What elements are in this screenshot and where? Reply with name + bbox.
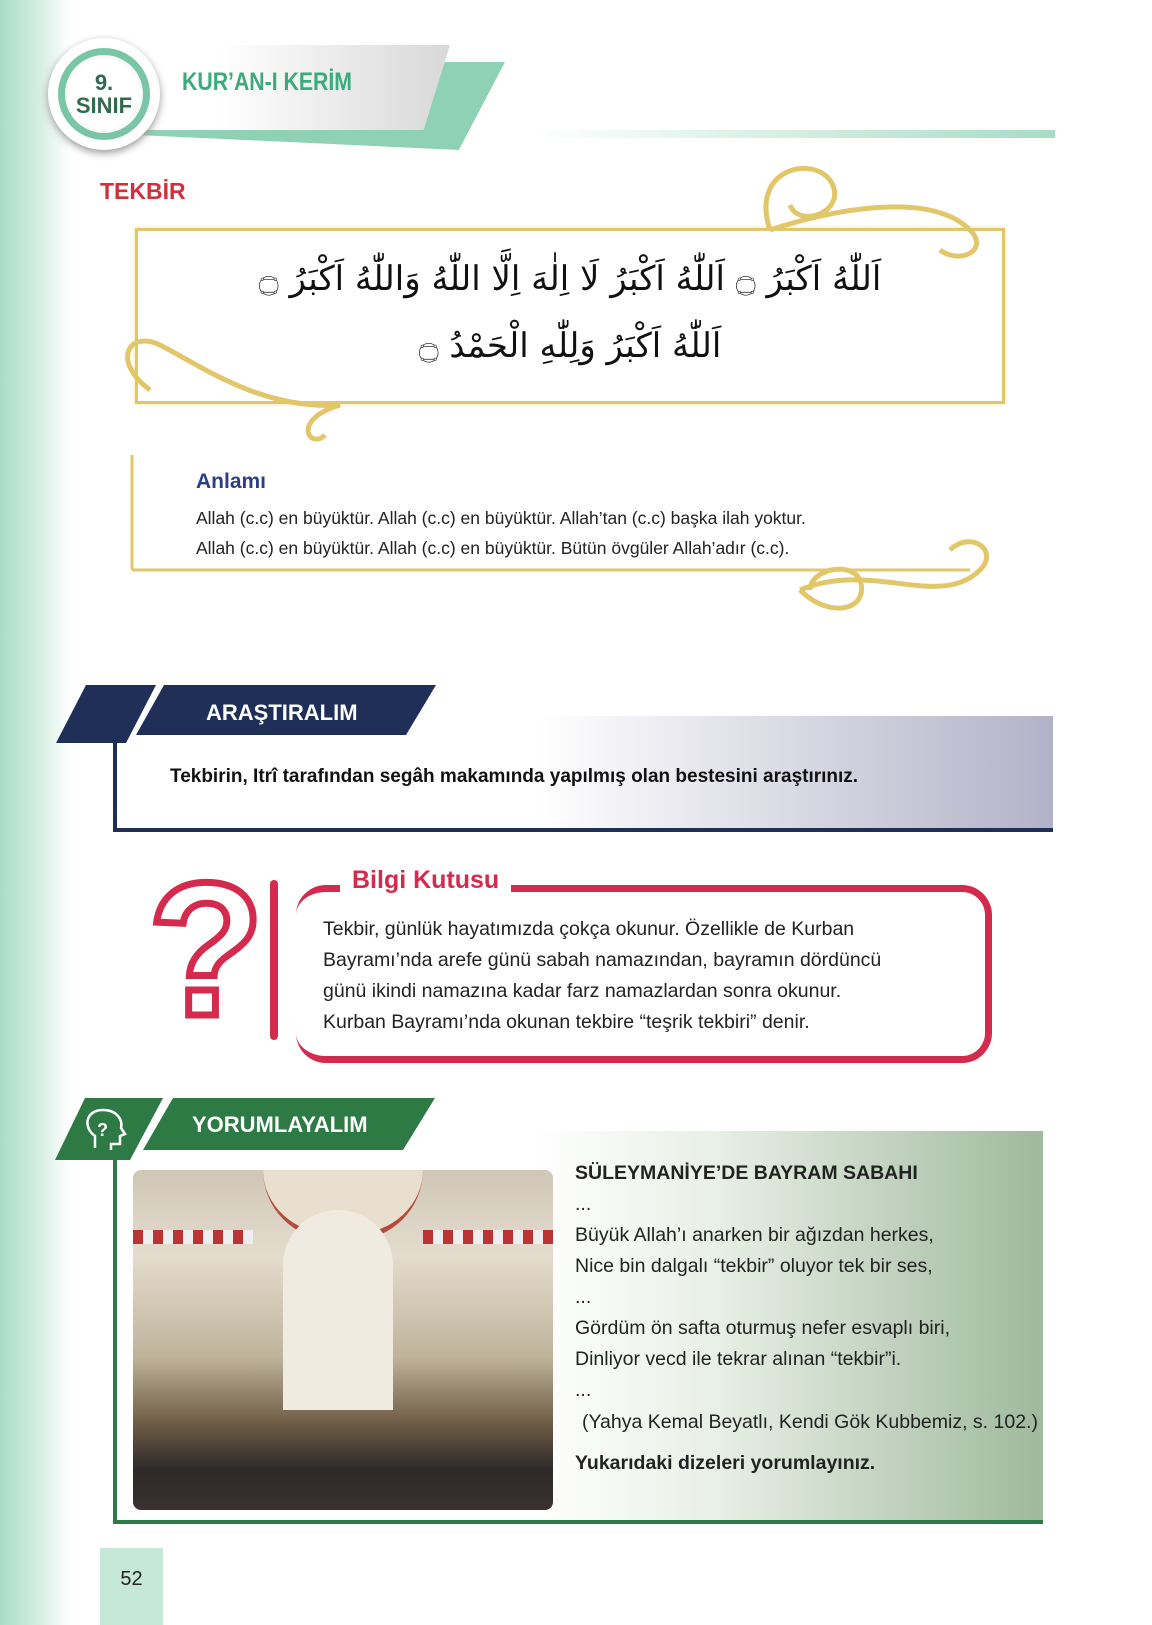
side-strip <box>0 0 70 1625</box>
poem-task: Yukarıdaki dizeleri yorumlayınız. <box>575 1452 876 1474</box>
question-mark-icon: ? <box>148 844 265 1056</box>
meaning-title: Anlamı <box>196 470 267 493</box>
arabic-line-1: اَللّٰهُ اَكْبَرُ ۝ اَللّٰهُ اَكْبَرُ لَا اِلٰهَ اِلَّا اللّٰهُ وَاللّٰهُ اَكْبَرُ ۝ <box>258 259 882 299</box>
grade-badge <box>48 38 160 150</box>
svg-text:?: ? <box>97 1120 108 1140</box>
bilgi-line: Kurban Bayramı’nda okunan tekbire “teşrik tekbiri” denir. <box>323 1011 810 1033</box>
bilgi-line: Bayramı’nda arefe günü sabah namazından, bayramın dördüncü <box>323 949 882 971</box>
poem-line: ... <box>575 1286 592 1308</box>
bilgi-title: Bilgi Kutusu <box>340 866 511 895</box>
section-title: TEKBİR <box>100 178 186 204</box>
course-title: KUR’AN-I KERİM <box>182 68 352 96</box>
bilgi-bar <box>270 880 278 1040</box>
mosque-interior-photo <box>133 1170 553 1510</box>
meaning-line: Allah (c.c) en büyüktür. Allah (c.c) en büyüktür. Bütün övgüler Allah’adır (c.c). <box>196 538 790 558</box>
page-number: 52 <box>100 1548 163 1625</box>
poem-line: ... <box>575 1193 592 1215</box>
yorumlayalim-title: YORUMLAYALIM <box>192 1112 368 1137</box>
poem-line: Dinliyor vecd ile tekrar alınan “tekbir”i. <box>575 1348 902 1370</box>
poem-line: Büyük Allah’ı anarken bir ağızdan herkes, <box>575 1224 934 1246</box>
poem-line: ... <box>575 1379 592 1401</box>
arabic-line-2: اَللّٰهُ اَكْبَرُ وَلِلّٰهِ الْحَمْدُ ۝ <box>418 326 722 366</box>
grade-label: SINIF <box>75 93 133 118</box>
poem-line: Gördüm ön safta oturmuş nefer esvaplı biri, <box>575 1317 951 1339</box>
bilgi-box <box>296 885 992 1063</box>
arastiralim-text: Tekbirin, Itrî tarafından segâh makamında yapılmış olan bestesini araştırınız. <box>170 766 859 787</box>
grade-number: 9. <box>94 69 114 95</box>
meaning-line: Allah (c.c) en büyüktür. Allah (c.c) en büyüktür. Allah’tan (c.c) başka ilah yoktur. <box>196 508 806 528</box>
poem-line: Nice bin dalgalı “tekbir” oluyor tek bir ses, <box>575 1255 933 1277</box>
arastiralim-title: ARAŞTIRALIM <box>206 700 358 725</box>
bilgi-line: günü ikindi namazına kadar farz namazlardan sonra okunur. <box>323 980 842 1002</box>
poem-title: SÜLEYMANİYE’DE BAYRAM SABAHI <box>575 1162 918 1184</box>
poem-source: (Yahya Kemal Beyatlı, Kendi Gök Kubbemiz, s. 102.) <box>582 1411 1038 1433</box>
bilgi-line: Tekbir, günlük hayatımızda çokça okunur. Özellikle de Kurban <box>323 918 855 940</box>
header-line <box>535 130 1055 138</box>
gold-swirl-ornaments <box>110 150 1030 640</box>
